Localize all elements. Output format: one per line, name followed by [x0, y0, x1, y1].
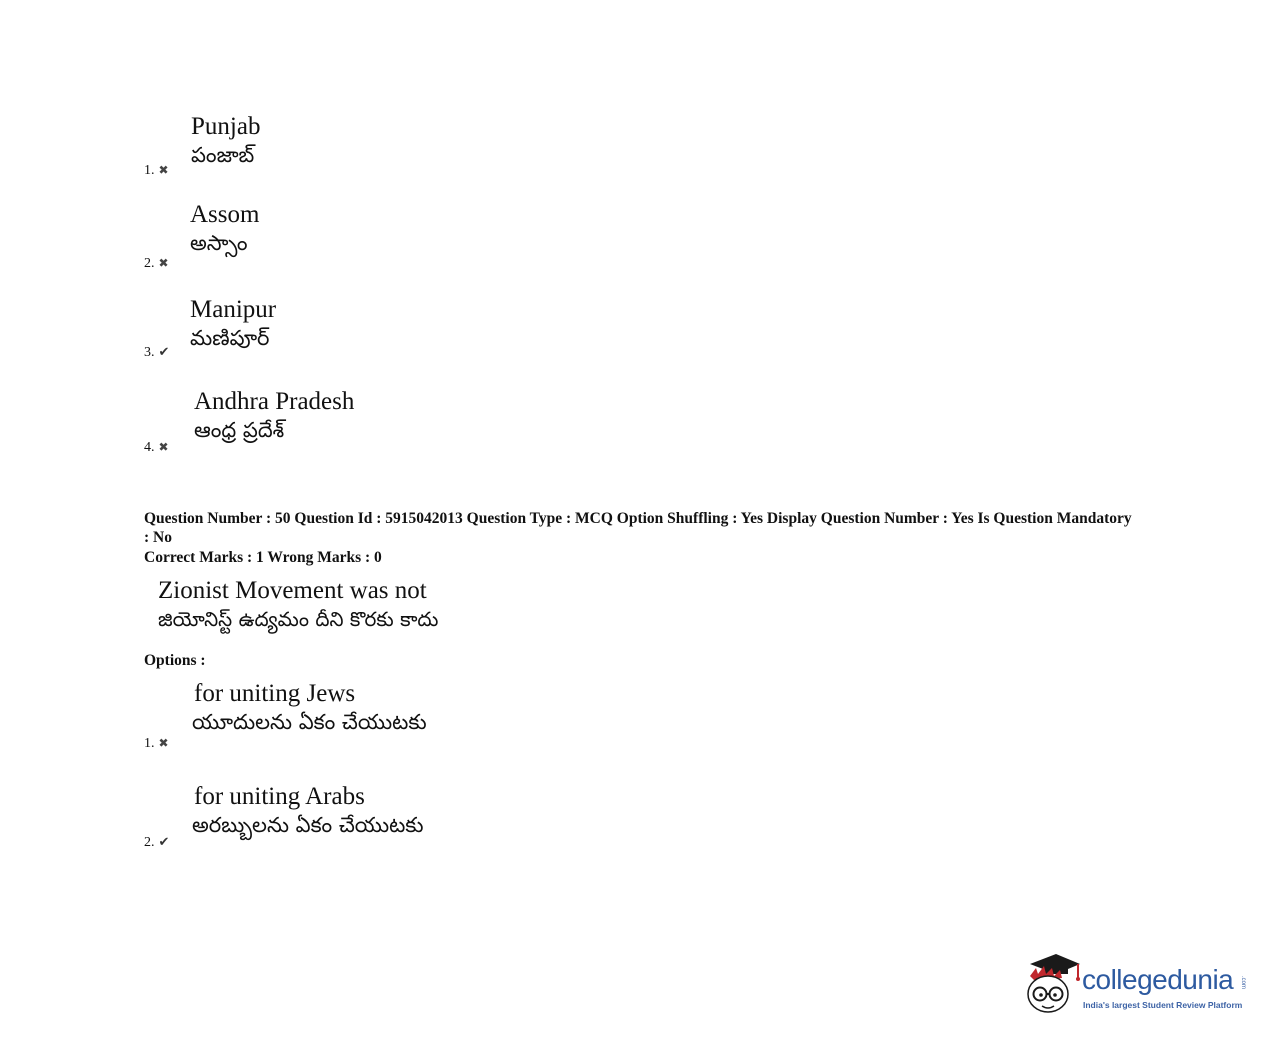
prev-option-2: [144, 201, 444, 272]
option-1: [144, 680, 464, 752]
option-number: 4. ✖: [144, 440, 169, 455]
question-meta: Question Number : 50 Question Id : 5915042013 Question Type : MCQ Option Shuffling : Yes Display Question Number : Yes Is Question Mandatory : No: [144, 510, 1132, 546]
option-english: for uniting Arabs: [194, 783, 365, 810]
option-telugu: అరబ్బులను ఏకం చేయుటకు: [192, 813, 424, 837]
option-english: Andhra Pradesh: [194, 388, 355, 415]
prev-option-3: [144, 296, 444, 361]
option-number: 2. ✔: [144, 835, 170, 850]
cross-icon: ✖: [158, 163, 169, 177]
option-english: Punjab: [191, 113, 261, 140]
option-2: [144, 783, 464, 851]
cross-icon: ✖: [158, 736, 169, 750]
marks-line: Correct Marks : 1 Wrong Marks : 0: [144, 549, 382, 566]
question-telugu: జియోనిస్ట్ ఉద్యమం దీని కొరకు కాదు: [158, 607, 439, 631]
option-telugu: పంజాబ్: [191, 143, 255, 167]
option-telugu: ఆంధ్ర ప్రదేశ్: [194, 418, 285, 442]
option-telugu: మణిపూర్: [190, 326, 270, 350]
question-text: [158, 577, 438, 636]
check-icon: ✔: [158, 345, 170, 360]
mascot-icon: [1022, 950, 1084, 1022]
options-label: Options :: [144, 652, 206, 669]
question-english: Zionist Movement was not: [158, 577, 427, 604]
option-number: 2. ✖: [144, 256, 169, 271]
option-english: Assom: [190, 201, 260, 228]
option-number: 1. ✖: [144, 736, 169, 751]
option-number: 1. ✖: [144, 163, 169, 178]
option-telugu: అస్సాం: [190, 231, 248, 255]
prev-option-1: [144, 113, 444, 179]
option-number: 3. ✔: [144, 345, 170, 360]
prev-option-4: [144, 388, 474, 456]
logo-wordmark: collegedunia: [1082, 964, 1234, 995]
check-icon: ✔: [158, 835, 170, 850]
option-telugu: యూదులను ఏకం చేయుటకు: [192, 710, 427, 734]
collegedunia-logo: [1022, 950, 1252, 1022]
logo-tagline: India's largest Student Review Platform: [1083, 1000, 1243, 1010]
logo-suffix: .com: [1240, 976, 1246, 990]
option-english: for uniting Jews: [194, 680, 356, 707]
option-english: Manipur: [190, 296, 277, 323]
cross-icon: ✖: [158, 440, 169, 454]
cross-icon: ✖: [158, 256, 169, 270]
